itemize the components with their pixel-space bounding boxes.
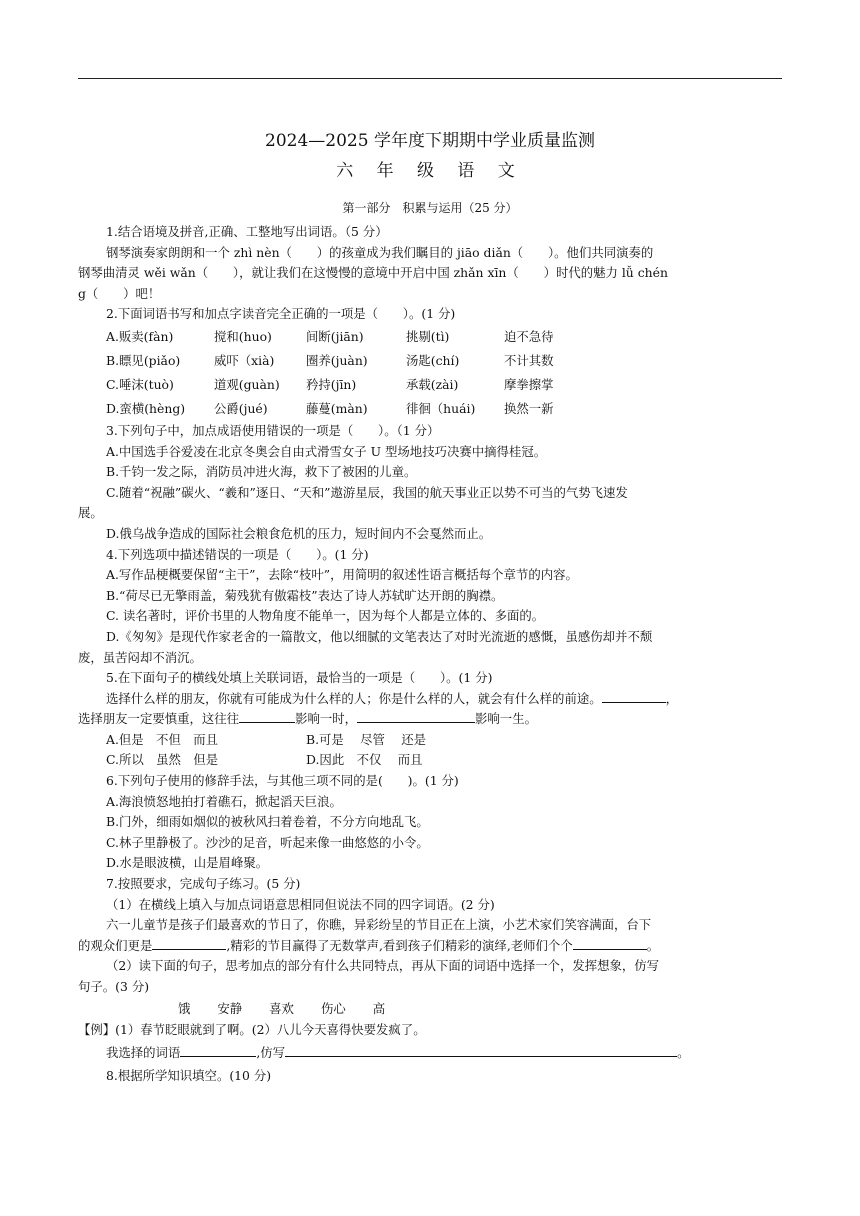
q1-text-line: g（ ）吧！	[78, 285, 161, 301]
word-bank-item: 安静	[217, 1000, 243, 1016]
word-bank-item: 高	[372, 1000, 386, 1016]
q7-example: 【例】(1）春节眨眼就到了啊。(2）八儿今天喜得快要发疯了。	[78, 1021, 426, 1037]
q7-stem: 7.按照要求，完成句子练习。(5 分)	[106, 876, 301, 892]
q6-option-b: B.门外，细雨如烟似的被秋风扫着卷着，不分方向地乱飞。	[106, 814, 429, 830]
q7-sub2: （2）读下面的句子，思考加点的部分有什么共同特点，再从下面的词语中选择一个，发挥想象，仿写	[106, 958, 660, 974]
q3-option-b: B.千钧一发之际，消防员冲进火海，救下了被困的儿童。	[106, 464, 417, 480]
q1-text-line: 钢琴曲清灵 wěi wǎn（ ），就让我们在这慢慢的意境中开启中国 zhǎn xīn（ ）时代的魅力 lǚ chén	[78, 265, 668, 281]
q7-text-line: 六一儿童节是孩子们最喜欢的节日了，你瞧，异彩纷呈的节目正在上演，小艺术家们笑容满面，台下	[106, 917, 652, 933]
answer-blank[interactable]	[357, 710, 475, 723]
q1-stem: 1.结合语境及拼音,正确、工整地写出词语。（5 分）	[106, 224, 388, 239]
q2-option-row: A.贩卖(fàn) 搅和(huo) 间断(jiān) 挑剔(tì) 迫不急待	[106, 328, 554, 344]
answer-blank[interactable]	[239, 710, 295, 723]
q6-option-a: A.海浪愤怒地拍打着礁石，掀起滔天巨浪。	[106, 793, 342, 809]
q2-stem: 2.下面词语书写和加点字读音完全正确的一项是（ ）。(1 分)	[106, 306, 456, 322]
exam-subtitle: 六 年 级 语 文	[336, 161, 524, 181]
q2-option-row: C.唾沫(tuò) 道观(guàn) 矜持(jīn) 承载(zài) 摩拳擦掌	[106, 376, 554, 392]
q8-stem: 8.根据所学知识填空。(10 分)	[106, 1068, 272, 1084]
q2-option-row: B.瞟见(piǎo) 威吓（xià) 圈养(juàn) 汤匙(chí) 不计其数	[106, 352, 554, 368]
q4-option-c: C. 读名著时，评价书里的人物角度不能单一，因为每个人都是立体的、多面的。	[106, 608, 545, 624]
q4-stem: 4.下列选项中描述错误的一项是（ ）。(1 分)	[106, 546, 369, 562]
answer-blank[interactable]	[285, 1044, 677, 1057]
q6-option-d: D.水是眼波横，山是眉峰聚。	[106, 855, 269, 871]
word-bank-item: 饿	[178, 1000, 191, 1016]
word-bank-item: 喜欢	[269, 1000, 294, 1016]
q6-option-c: C.林子里静极了。沙沙的足音，听起来像一曲悠悠的小令。	[106, 834, 429, 850]
q7-sub2-cont: 句子。(3 分)	[78, 979, 150, 994]
top-rule	[78, 78, 782, 79]
q5-text-line: 选择朋友一定要慎重，这往往 影响一时， 影响一生。	[78, 711, 537, 727]
q4-option-d: D.《匆匆》是现代作家老舍的一篇散文，他以细腻的文笔表达了对时光流逝的感慨，虽感伤却并不颓	[106, 628, 653, 644]
q7-word-bank	[78, 998, 782, 1020]
answer-blank[interactable]	[180, 1044, 256, 1057]
q7-sub1: （1）在横线上填入与加点词语意思相同但说法不同的四字词语。(2 分)	[106, 896, 495, 912]
q3-option-a: A.中国选手谷爱凌在北京冬奥会自由式滑雪女子 U 型场地技巧决赛中摘得桂冠。	[106, 443, 547, 459]
answer-blank[interactable]	[602, 690, 666, 703]
word-bank-item: 伤心	[320, 1000, 346, 1016]
q6-stem: 6.下列句子使用的修辞手法，与其他三项不同的是( )。(1 分)	[106, 773, 459, 789]
answer-blank[interactable]	[573, 937, 647, 950]
q5-text-line: 选择什么样的朋友，你就有可能成为什么样的人；你是什么样的人，就会有什么样的前途。 ，	[106, 690, 679, 706]
q3-option-d: D.俄乌战争造成的国际社会粮食危机的压力，短时间内不会戛然而止。	[106, 525, 492, 541]
q7-answer-line: 我选择的词语 ,仿写 。	[106, 1045, 690, 1061]
q3-stem: 3.下列句子中，加点成语使用错误的一项是（ ）。（1 分）	[106, 422, 440, 438]
q7-text-line: 的观众们更是 ,精彩的节目赢得了无数掌声,看到孩子们精彩的演绎,老师们个个 。	[78, 937, 660, 953]
q3-option-c: C.随着“祝融”碳火、“羲和”逐日、“天和”遨游星辰，我国的航天事业正以势不可当的气势飞速发	[106, 484, 628, 500]
q4-option-a: A.写作品梗概要保留“主干”，去除“枝叶”，用简明的叙述性语言概括每个章节的内容。	[106, 567, 578, 583]
answer-blank[interactable]	[152, 937, 226, 950]
part-one-heading: 第一部分 积累与运用（25 分）	[342, 201, 518, 215]
exam-title: 2024—2025 学年度下期期中学业质量监测	[265, 131, 595, 151]
q1-text-line: 钢琴演奏家朗朗和一个 zhì nèn（ ）的孩童成为我们瞩目的 jiāo diǎn（ ）。他们共同演奏的	[106, 244, 654, 260]
q5-options-row: A.但是 不但 而且 B.可是 尽管 还是	[106, 731, 427, 747]
q4-option-d-cont: 废，虽苦闷却不消沉。	[78, 649, 202, 665]
exam-page	[78, 128, 782, 1087]
q5-stem: 5.在下面句子的横线处填上关联词语，最恰当的一项是（ ）。(1 分)	[106, 670, 493, 686]
q3-option-c-cont: 展。	[78, 505, 103, 521]
q5-options-row: C.所以 虽然 但是 D.因此 不仅 而且	[106, 752, 423, 768]
q2-option-row: D.蛮横(hèng) 公爵(jué) 藤蔓(màn) 徘徊（huái) 换然一新	[106, 400, 554, 416]
q4-option-b: B.“荷尽已无擎雨盖，菊残犹有傲霜枝”表达了诗人苏轼旷达开朗的胸襟。	[106, 587, 504, 603]
